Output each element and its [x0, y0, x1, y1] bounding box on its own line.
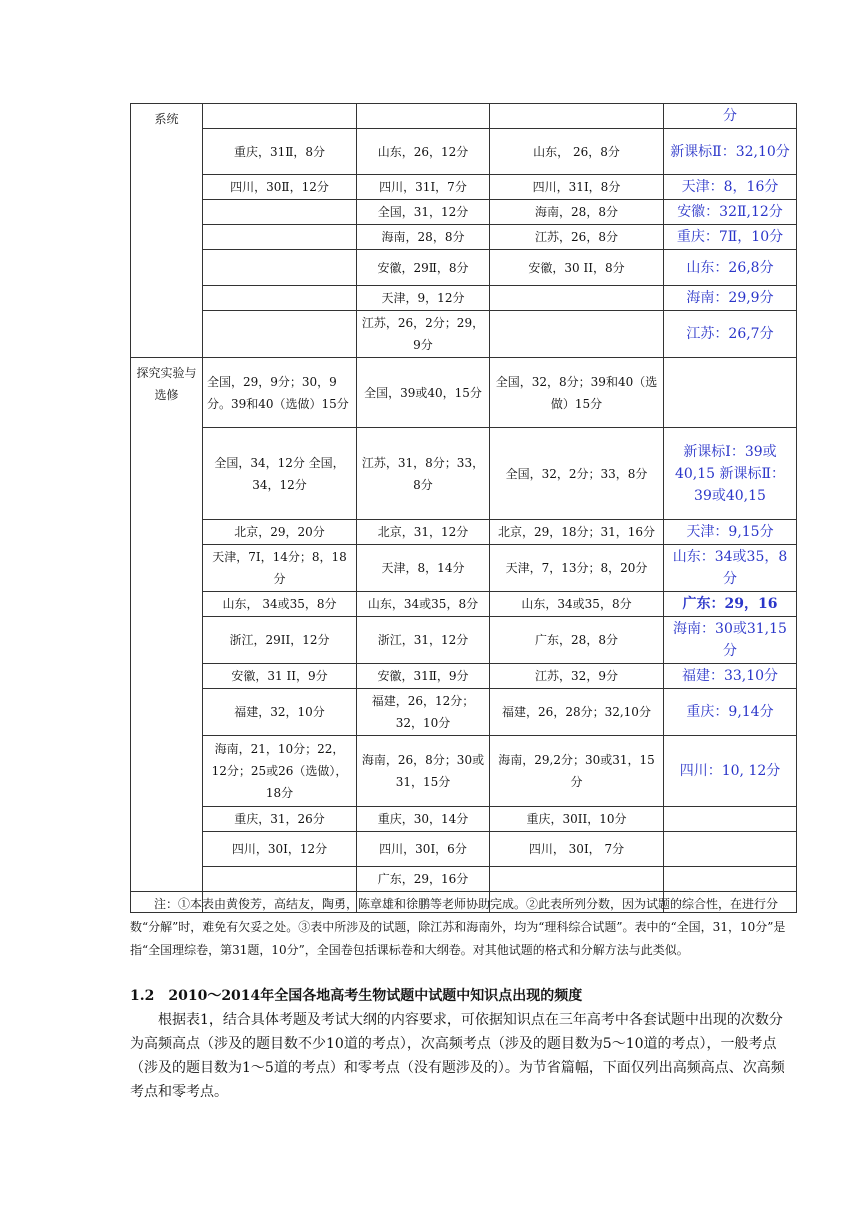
- table-cell: 全国，39或40，15分: [357, 358, 490, 428]
- table-cell: 四川，31Ⅰ，7分: [357, 175, 490, 200]
- table-cell: 重庆：9,14分: [664, 689, 797, 736]
- table-cell: 天津，7Ⅰ，14分；8，18分: [203, 545, 357, 592]
- table-cell: 福建，32，10分: [203, 689, 357, 736]
- table-cell: 江苏：26,7分: [664, 311, 797, 358]
- table-cell: [203, 286, 357, 311]
- table-cell: 安徽：32Ⅱ,12分: [664, 200, 797, 225]
- table-cell: 福建：33,10分: [664, 664, 797, 689]
- table-cell: [664, 358, 797, 428]
- table-cell: 新课标Ⅱ：32,10分: [664, 129, 797, 175]
- table-cell: 天津，8，14分: [357, 545, 490, 592]
- table-cell: [203, 225, 357, 250]
- table-cell: 安徽，31 II，9分: [203, 664, 357, 689]
- table-cell: [490, 104, 664, 129]
- table-cell: 安徽，30 II，8分: [490, 250, 664, 286]
- table-cell: 海南，29,2分；30或31，15分: [490, 736, 664, 807]
- table-cell: 重庆，30，14分: [357, 807, 490, 832]
- table-row: [131, 736, 797, 807]
- table-row: [131, 358, 797, 428]
- table-cell: 四川，30I，6分: [357, 832, 490, 867]
- table-row: [131, 200, 797, 225]
- table-cell: 安徽，29Ⅱ，8分: [357, 250, 490, 286]
- table-cell: 山东：34或35，8分: [664, 545, 797, 592]
- table-note: 注：①本表由黄俊芳，高结友，陶勇，陈章雄和徐鹏等老师协助完成。②此表所列分数，因为试题的综合性，在进行分数“分解”时，难免有欠妥之处。③表中所涉及的试题，除江苏和海南外，均为“理科综合试题”。表中的“全国，31，10分”是指“全国理综卷，第31题，10分”，全国卷包括课标卷和大纲卷。对其他试题的格式和分解方法与此类似。: [130, 897, 786, 957]
- table-cell: 海南，26，8分；30或31，15分: [357, 736, 490, 807]
- table-cell: 天津：9,15分: [664, 520, 797, 545]
- table-row: [131, 129, 797, 175]
- table-row: [131, 175, 797, 200]
- table-cell: 天津，9，12分: [357, 286, 490, 311]
- table-cell: 天津，7，13分；8，20分: [490, 545, 664, 592]
- table-cell: [490, 286, 664, 311]
- table-cell: 广东：29，16: [664, 592, 797, 617]
- table-cell: [203, 250, 357, 286]
- table-cell: 北京，29，18分；31，16分: [490, 520, 664, 545]
- table-cell: 福建，26，28分；32,10分: [490, 689, 664, 736]
- table-cell: [203, 200, 357, 225]
- table-cell: 天津：8，16分: [664, 175, 797, 200]
- table-cell: 江苏，32，9分: [490, 664, 664, 689]
- table-cell: 广东，28，8分: [490, 617, 664, 664]
- table-cell: 广东，29，16分: [357, 867, 490, 892]
- table-cell: 海南，28，8分: [490, 200, 664, 225]
- table-row: [131, 520, 797, 545]
- table-cell: 山东，26，12分: [357, 129, 490, 175]
- table-cell: 海南：29,9分: [664, 286, 797, 311]
- table-cell: 山东， 34或35，8分: [203, 592, 357, 617]
- table-row: [131, 104, 797, 129]
- table-cell: 新课标Ⅰ：39或40,15 新课标Ⅱ：39或40,15: [664, 428, 797, 520]
- table-row: [131, 428, 797, 520]
- table-cell: 四川， 30I， 7分: [490, 832, 664, 867]
- table-cell: 海南：30或31,15分: [664, 617, 797, 664]
- table-cell: 浙江，31，12分: [357, 617, 490, 664]
- table-cell: 海南，21，10分；22，12分；25或26（选做），18分: [203, 736, 357, 807]
- table-cell: 山东，34或35，8分: [490, 592, 664, 617]
- table-cell: [490, 867, 664, 892]
- table-cell: 重庆，30II，10分: [490, 807, 664, 832]
- table-cell: 浙江，29II，12分: [203, 617, 357, 664]
- table-row: [131, 689, 797, 736]
- table-cell: 全国，32，8分；39和40（选做）15分: [490, 358, 664, 428]
- table-row: [131, 832, 797, 867]
- table-row: [131, 617, 797, 664]
- table-row: [131, 225, 797, 250]
- table-row: [131, 250, 797, 286]
- table-cell: 全国，29，9分；30，9分。39和40（选做）15分: [203, 358, 357, 428]
- table-cell: [664, 832, 797, 867]
- table-cell: 全国，32，2分；33，8分: [490, 428, 664, 520]
- table-cell: 江苏，31，8分；33，8分: [357, 428, 490, 520]
- table-cell: 四川：10, 12分: [664, 736, 797, 807]
- table-cell: 四川，30Ⅱ，12分: [203, 175, 357, 200]
- table-cell: 四川，30I，12分: [203, 832, 357, 867]
- table-cell: 山东：26,8分: [664, 250, 797, 286]
- table-cell: 北京，29，20分: [203, 520, 357, 545]
- table-cell: 山东，34或35，8分: [357, 592, 490, 617]
- table-cell: 江苏，26，2分；29，9分: [357, 311, 490, 358]
- table-cell: [664, 807, 797, 832]
- table-cell: [203, 104, 357, 129]
- table-row: [131, 807, 797, 832]
- table-cell: 全国，31，12分: [357, 200, 490, 225]
- exam-score-table: [130, 103, 797, 913]
- table-row: [131, 867, 797, 892]
- table-cell: 江苏，26，8分: [490, 225, 664, 250]
- table-row: [131, 311, 797, 358]
- table-cell: 全国，34，12分 全国，34，12分: [203, 428, 357, 520]
- table-cell: 福建，26，12分；32，10分: [357, 689, 490, 736]
- table-row: [131, 286, 797, 311]
- category-cell: 探究实验与选修: [131, 358, 203, 892]
- table-cell: 重庆，31，26分: [203, 807, 357, 832]
- table-cell: 山东， 26，8分: [490, 129, 664, 175]
- body-paragraph: 根据表1，结合具体考题及考试大纲的内容要求，可依据知识点在三年高考中各套试题中出现的次数分为高频高点（涉及的题目数不少10道的考点），次高频考点（涉及的题目数为5～10道的考点），一般考点（涉及的题目数为1～5道的考点）和零考点（没有题涉及的）。为节省篇幅，下面仅列出高频高点、次高频考点和零考点。: [130, 1012, 785, 1100]
- table-cell: 分: [664, 104, 797, 129]
- table-cell: 海南，28，8分: [357, 225, 490, 250]
- table-cell: [357, 104, 490, 129]
- table-cell: [490, 311, 664, 358]
- table-row: [131, 545, 797, 592]
- table-cell: 北京，31，12分: [357, 520, 490, 545]
- table-cell: [203, 311, 357, 358]
- section-heading: 1.2 2010～2014年全国各地高考生物试题中试题中知识点出现的频度: [130, 988, 583, 1004]
- table-row: [131, 592, 797, 617]
- category-cell: 系统: [131, 104, 203, 358]
- table-row: [131, 664, 797, 689]
- table-cell: 四川，31Ⅰ，8分: [490, 175, 664, 200]
- table-cell: 重庆，31Ⅱ，8分: [203, 129, 357, 175]
- table-cell: [664, 867, 797, 892]
- table-cell: 安徽，31Ⅱ，9分: [357, 664, 490, 689]
- table-cell: [203, 867, 357, 892]
- table-cell: 重庆：7Ⅱ，10分: [664, 225, 797, 250]
